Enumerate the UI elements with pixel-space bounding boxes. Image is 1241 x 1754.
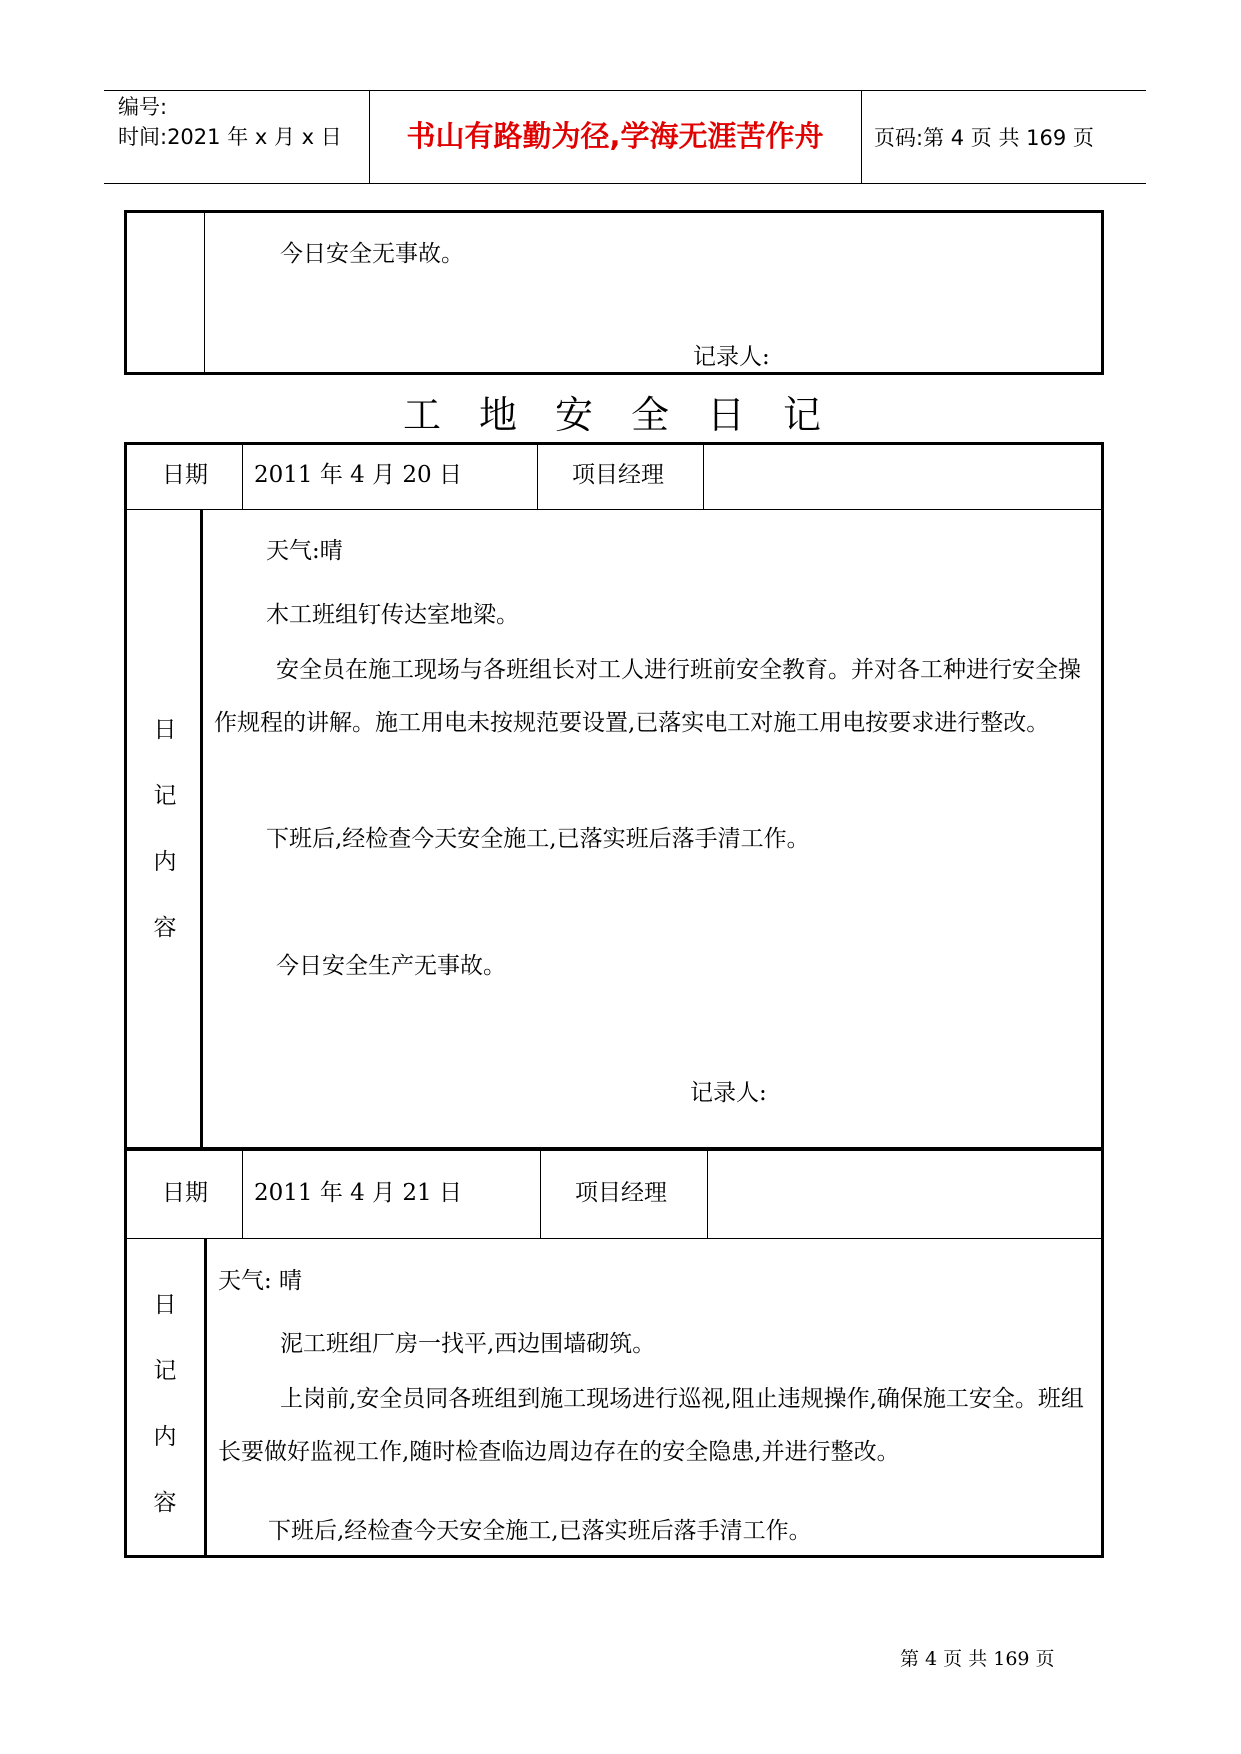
side-char: 内: [153, 849, 177, 875]
entry2-line3: 下班后,经检查今天安全施工,已落实班后落手清工作。: [268, 1518, 812, 1544]
entry2-date-label: 日期: [162, 1180, 208, 1206]
prev-entry-recorder-label: 记录人:: [693, 344, 770, 370]
entry2-row-rule: [126, 1238, 1102, 1239]
entry1-line1: 木工班组钉传达室地梁。: [266, 602, 519, 628]
side-char: 日: [153, 717, 177, 743]
entry1-weather: 天气:晴: [266, 538, 343, 564]
side-char: 日: [153, 1292, 177, 1318]
entry2-side-rule: [204, 1238, 207, 1556]
header-meta: [118, 92, 342, 152]
side-char: 记: [153, 783, 177, 809]
side-char: 内: [153, 1424, 177, 1450]
entry1-date-value: 2011 年 4 月 20 日: [254, 462, 462, 488]
entry1-row-rule: [126, 509, 1102, 510]
entry2-col-rule: [540, 1149, 541, 1238]
entry2-col-rule: [707, 1149, 708, 1238]
entry2-manager-label: 项目经理: [575, 1180, 667, 1206]
entry1-manager-label: 项目经理: [572, 462, 664, 488]
header-top-rule: [104, 90, 1146, 91]
header-bottom-rule: [104, 183, 1146, 184]
time-label: 时间:2021 年 x 月 x 日: [118, 125, 342, 149]
side-char: 容: [153, 1490, 177, 1516]
entry1-conclusion: 今日安全生产无事故。: [276, 953, 506, 979]
entry1-recorder-label: 记录人:: [690, 1080, 767, 1106]
header-divider: [861, 90, 862, 184]
entry1-line3: 下班后,经检查今天安全施工,已落实班后落手清工作。: [266, 826, 810, 852]
entry1-date-label: 日期: [162, 462, 208, 488]
header-motto: 书山有路勤为径,学海无涯苦作舟: [406, 119, 824, 153]
entry1-col-rule: [703, 444, 704, 509]
entry2-line2: 上岗前,安全员同各班组到施工现场进行巡视,阻止违规操作,确保施工安全。班组长要做好监视工作,随时检查临边周边存在的安全隐患,并进行整改。: [218, 1386, 1084, 1465]
header-page-info: 页码:第 4 页 共 169 页: [874, 126, 1094, 150]
number-label: 编号:: [118, 95, 168, 119]
entry2-date-value: 2011 年 4 月 21 日: [254, 1180, 462, 1206]
entry2-weather: 天气: 晴: [218, 1268, 303, 1294]
prev-entry-divider: [204, 210, 205, 375]
entry1-side-rule: [200, 509, 203, 1149]
prev-entry-box: [124, 210, 1104, 375]
entry1-line2: 安全员在施工现场与各班组长对工人进行班前安全教育。并对各工种进行安全操作规程的讲解。施工用电未按规范要设置,已落实电工对施工用电按要求进行整改。: [214, 657, 1081, 736]
entry1-col-rule: [242, 444, 243, 509]
entry2-col-rule: [242, 1149, 243, 1238]
entry1-col-rule: [537, 444, 538, 509]
page-title: 工地安全日记: [402, 393, 859, 437]
entry2-line1: 泥工班组厂房一找平,西边围墙砌筑。: [280, 1331, 656, 1357]
page-footer: 第 4 页 共 169 页: [900, 1648, 1055, 1670]
prev-entry-conclusion: 今日安全无事故。: [280, 241, 464, 267]
side-char: 记: [153, 1358, 177, 1384]
side-char: 容: [153, 915, 177, 941]
